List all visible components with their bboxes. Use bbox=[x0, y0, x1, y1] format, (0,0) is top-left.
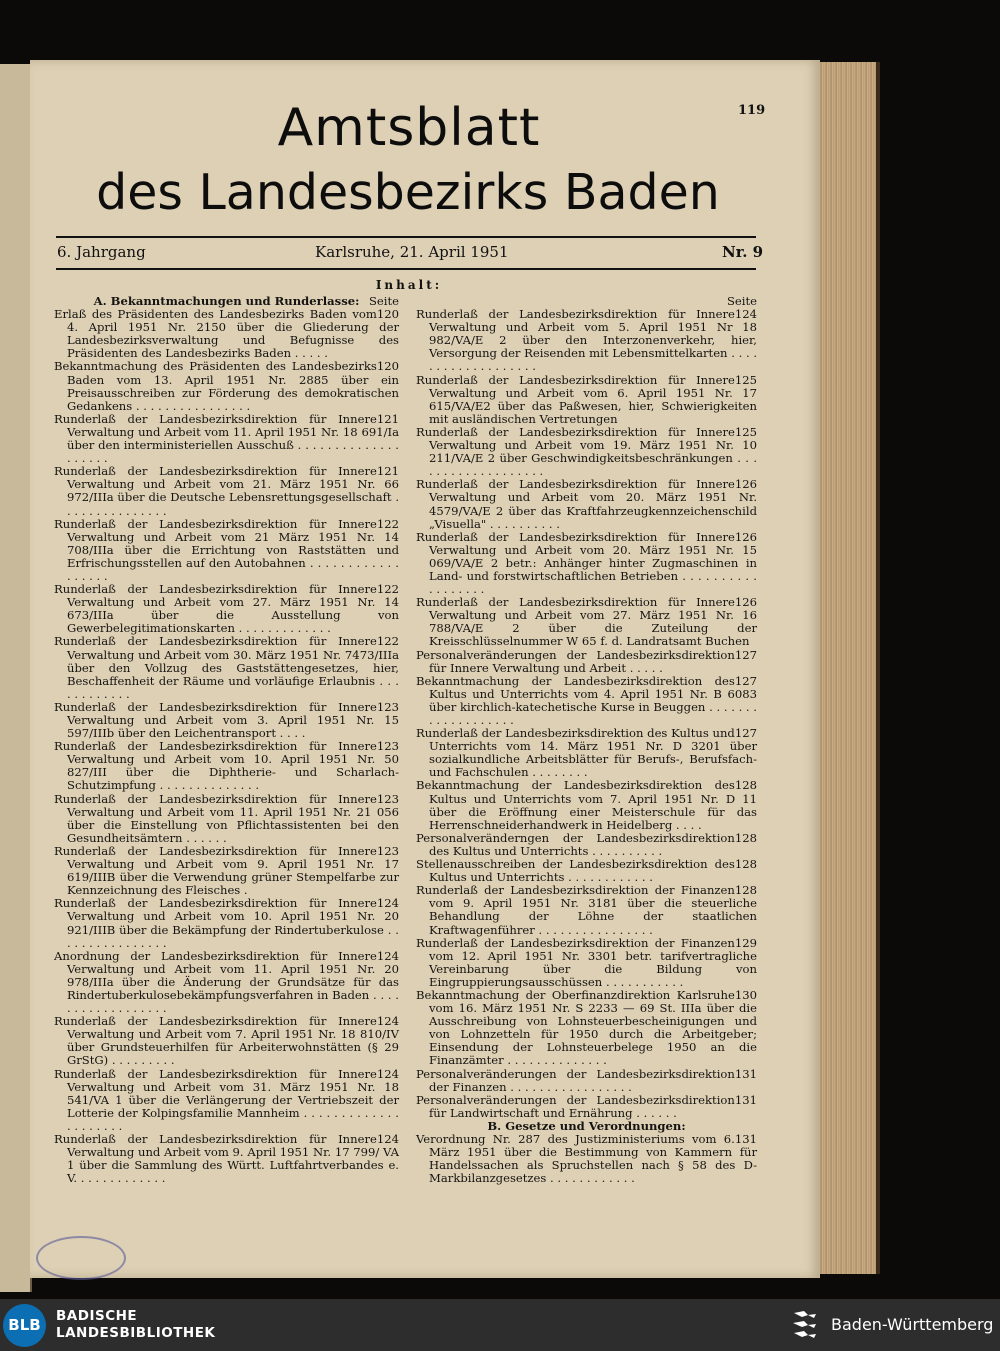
entry-page-number: 125 bbox=[734, 424, 757, 439]
entry-page-number: 127 bbox=[734, 726, 757, 741]
entry-page-number: 131 bbox=[734, 1066, 757, 1081]
entry-page-number: 128 bbox=[734, 883, 757, 898]
contents-entry bbox=[416, 426, 757, 478]
contents-entry bbox=[416, 779, 757, 831]
entry-page-number: 126 bbox=[734, 477, 757, 492]
seite-label-right: Seite bbox=[726, 294, 757, 308]
contents-entry bbox=[416, 989, 757, 1068]
entry-text: Stellenausschreiben der Landesbezirksdirektion des Kultus und Unterrichts . . . . . . . . . . . . bbox=[416, 857, 735, 885]
entry-page-number: 127 bbox=[734, 647, 757, 662]
contents-entry bbox=[416, 858, 757, 884]
state-name[interactable]: Baden-Württemberg bbox=[831, 1315, 994, 1334]
entry-page-number: 126 bbox=[734, 595, 757, 610]
entry-text: Runderlaß der Landesbezirksdirektion für Innere Verwaltung und Arbeit vom 27. März 1951 Nr. 16 788/VA/E 2 über die Zuteilung der Kreisschlüsselnummer W 65 f. d. Landratsamt Buchen bbox=[416, 595, 757, 649]
entry-text: Runderlaß der Landesbezirksdirektion für Innere Verwaltung und Arbeit vom 19. März 1951 Nr. 10 211/VA/E 2 über Geschwindigkeitsbeschränkungen . . . . . . . . . . . . . . . . . . . bbox=[416, 424, 757, 479]
contents-entry bbox=[416, 308, 757, 373]
entry-text: Runderlaß der Landesbezirksdirektion des Kultus und Unterrichts vom 14. März 1951 Nr. D 3201 über sozialkundliche Arbeitsblätter für Berufs-, Berufsfach- und Fachschulen . . . . . . . . bbox=[416, 726, 757, 780]
entry-text: Personalveränderungen der Landesbezirksdirektion für Landwirtschaft und Ernährung . . . . . . bbox=[416, 1092, 735, 1120]
entry-text: Runderlaß der Landesbezirksdirektion der Finanzen vom 9. April 1951 Nr. 3181 über die steuerliche Behandlung der Löhne der staatlichen Kraftwagenführer . . . . . . . . . . . . . . . . bbox=[416, 883, 757, 937]
page-number: 119 bbox=[738, 103, 766, 118]
entry-text: Erlaß des Präsidenten des Landesbezirks Baden vom 4. April 1951 Nr. 2150 über die Gliederung der Landesbezirksverwaltung und Befugnisse des Präsidenten des Landesbezirks Baden . . . . . bbox=[54, 307, 399, 361]
entry-text: Runderlaß der Landesbezirksdirektion für Innere Verwaltung und Arbeit vom 9. April 1951 Nr. 17 799/ VA 1 über die Sammlung des Württ. Luftfahrtverbandes e. V. . . . . . . . . . . . . bbox=[54, 1132, 399, 1186]
entry-text: Personalveränderungen der Landesbezirksdirektion der Finanzen . . . . . . . . . . . . . . . . . bbox=[416, 1066, 735, 1094]
contents-entry bbox=[54, 845, 399, 897]
contents-column-right bbox=[416, 295, 757, 1185]
entry-text: Anordnung der Landesbezirksdirektion für Innere Verwaltung und Arbeit vom 11. April 1951 Nr. 20 978/IIIa über die Änderung der Grundsätze für das Rindertuberkulosebekämpfungsverfahren in Baden . . . . . . . . . . . . . . . . . . bbox=[54, 948, 399, 1016]
entry-page-number: 131 bbox=[734, 1132, 757, 1146]
entry-page-number: 128 bbox=[734, 857, 757, 872]
contents-entry bbox=[54, 897, 399, 949]
section-a-heading bbox=[54, 295, 399, 308]
adjacent-page-edge bbox=[0, 64, 32, 1292]
entry-text: Runderlaß der Landesbezirksdirektion für Innere Verwaltung und Arbeit vom 9. April 1951 Nr. 17 619/IIIB über die Verwendung grüner Stempelfarbe zur Kennzeichnung des Fleisches . bbox=[54, 843, 399, 898]
entry-page-number: 123 bbox=[376, 843, 399, 858]
entry-page-number: 124 bbox=[376, 1014, 399, 1029]
entry-page-number: 123 bbox=[376, 739, 399, 754]
contents-entry bbox=[54, 518, 399, 583]
entry-text: Runderlaß der Landesbezirksdirektion für Innere Verwaltung und Arbeit vom 20. März 1951 Nr. 15 069/VA/E 2 betr.: Anhänger hinter Zugmaschinen in Land- und forstwirtschaftlichen Betrieben . . . . . . . . . . . . . . . . . . bbox=[416, 529, 757, 597]
entry-page-number: 126 bbox=[734, 529, 757, 544]
contents-entry bbox=[416, 832, 757, 858]
contents-entry bbox=[416, 884, 757, 936]
contents-entry bbox=[54, 1015, 399, 1067]
entry-page-number: 124 bbox=[376, 1132, 399, 1146]
contents-entry bbox=[54, 413, 399, 465]
entry-page-number: 121 bbox=[376, 411, 399, 426]
contents-entry bbox=[54, 1133, 399, 1185]
volume-label: 6. Jahrgang bbox=[57, 243, 146, 261]
section-a-title: A. Bekanntmachungen und Runderlasse: bbox=[93, 294, 360, 308]
contents-entry bbox=[416, 596, 757, 648]
entry-page-number: 124 bbox=[734, 307, 757, 322]
place-date: Karlsruhe, 21. April 1951 bbox=[315, 243, 509, 261]
entry-text: Runderlaß der Landesbezirksdirektion für Innere Verwaltung und Arbeit vom 30. März 1951 Nr. 7473/IIIa über den Vollzug des Gaststättengesetzes, hier, Beschaffenheit der Räume und vorläufige Erlaubnis . . . . . . . . . . . . bbox=[54, 634, 399, 701]
contents-entry bbox=[54, 701, 399, 740]
entry-page-number: 121 bbox=[376, 464, 399, 479]
contents-entry bbox=[54, 583, 399, 635]
entry-text: Runderlaß der Landesbezirksdirektion für Innere Verwaltung und Arbeit vom 10. April 1951 Nr. 50 827/III über die Diphtherie- und Scharlach-Schutzimpfung . . . . . . . . . . . . . . bbox=[54, 739, 399, 793]
entry-text: Runderlaß der Landesbezirksdirektion für Innere Verwaltung und Arbeit vom 27. März 1951 Nr. 14 673/IIIa über die Ausstellung von Gewerbelegitimationskarten . . . . . . . . . . . . . bbox=[54, 582, 399, 636]
contents-entry bbox=[416, 1094, 757, 1120]
contents-entry bbox=[416, 937, 757, 989]
issue-number: Nr. 9 bbox=[722, 243, 764, 261]
blb-logo-icon[interactable]: BLB bbox=[3, 1304, 46, 1347]
entry-page-number: 128 bbox=[734, 778, 757, 793]
contents-entry bbox=[416, 1068, 757, 1094]
entry-text: Runderlaß der Landesbezirksdirektion für Innere Verwaltung und Arbeit vom 3. April 1951 Nr. 15 597/IIIb über den Leichentransport . . . . bbox=[54, 699, 399, 741]
contents-entry bbox=[416, 374, 757, 426]
contents-entry bbox=[54, 1068, 399, 1133]
library-name-line1: BADISCHE bbox=[56, 1308, 138, 1324]
entry-list-section-b bbox=[416, 1133, 757, 1185]
entry-text: Bekanntmachung der Landesbezirksdirektion des Kultus und Unterrichts vom 7. April 1951 Nr. D 11 über die Eröffnung einer Meisterschule für das Herrenschneiderhandwerk in Heidelberg . . . . bbox=[416, 778, 757, 832]
entry-text: Runderlaß der Landesbezirksdirektion für Innere Verwaltung und Arbeit vom 11. April 1951 Nr. 18 691/Ia über den interministeriellen Ausschuß . . . . . . . . . . . . . . . . . . . . bbox=[54, 411, 399, 466]
section-b-heading: B. Gesetze und Verordnungen: bbox=[487, 1118, 686, 1133]
entry-text: Runderlaß der Landesbezirksdirektion für Innere Verwaltung und Arbeit vom 21 März 1951 Nr. 14 708/IIIa über die Errichtung von Raststätten und Erfrischungsstellen auf den Autobahnen . . . . . . . . . . . . . . . . . . bbox=[54, 516, 399, 583]
entry-page-number: 124 bbox=[376, 1066, 399, 1081]
entry-page-number: 130 bbox=[734, 987, 757, 1002]
entry-list-right bbox=[416, 308, 757, 1120]
entry-text: Runderlaß der Landesbezirksdirektion für Innere Verwaltung und Arbeit vom 31. März 1951 Nr. 18 541/VA 1 über die Verlängerung der Vertriebszeit der Lotterie der Kolpingsfamilie Mannheim . . . . . . . . . . . . . . . . . . . . . bbox=[54, 1066, 399, 1133]
entry-page-number: 124 bbox=[376, 896, 399, 911]
contents-entry bbox=[416, 675, 757, 727]
entry-text: Runderlaß der Landesbezirksdirektion für Innere Verwaltung und Arbeit vom 21. März 1951 Nr. 66 972/IIIa über die Deutsche Lebensrettungsgesellschaft . . . . . . . . . . . . . . . bbox=[54, 464, 399, 518]
contents-entry bbox=[416, 727, 757, 779]
entry-page-number: 129 bbox=[734, 935, 757, 950]
entry-page-number: 131 bbox=[734, 1092, 757, 1107]
entry-page-number: 124 bbox=[376, 948, 399, 963]
entry-text: Verordnung Nr. 287 des Justizministeriums vom 6. März 1951 über die Bestimmung von Kammern für Handelssachen als Spruchstellen nach § 58 des D-Markbilanzgesetzes . . . . . . . . . . . . bbox=[416, 1132, 757, 1186]
entry-text: Runderlaß der Landesbezirksdirektion für Innere Verwaltung und Arbeit vom 7. April 1951 Nr. 18 810/IV über Grundsteuerhilfen für Arbeiterwohnstätten (§ 29 GrStG) . . . . . . . . . bbox=[54, 1014, 399, 1068]
entry-text: Runderlaß der Landesbezirksdirektion für Innere Verwaltung und Arbeit vom 11. April 1951 Nr. 21 056 über die Einstellung von Pflichtassistenten bei den Gesundheitsämtern . . . . . . bbox=[54, 791, 399, 845]
contents-entry bbox=[54, 465, 399, 517]
contents-entry bbox=[54, 360, 399, 412]
masthead-title-line1: Amtsblatt bbox=[277, 98, 541, 158]
contents-entry bbox=[54, 950, 399, 1015]
entry-text: Bekanntmachung der Oberfinanzdirektion Karlsruhe vom 16. März 1951 Nr. S 2233 — 69 St. IIIa über die Ausschreibung von Lohnsteuerbescheinigungen und von Lohnzetteln für 1950 durch die Arbeitgeber; Einsendung der Lohnsteuerbelege 1950 an die Finanzämter . . . . . . . . . . . . . . bbox=[416, 987, 757, 1068]
entry-page-number: 128 bbox=[734, 830, 757, 845]
entry-text: Runderlaß der Landesbezirksdirektion der Finanzen vom 12. April 1951 Nr. 3301 betr. tarifvertragliche Vereinbarung über die Bildung von Eingruppierungsausschüssen . . . . . . . . . . . bbox=[416, 935, 757, 989]
header-rule-top bbox=[56, 236, 756, 238]
masthead-title-line2: des Landesbezirks Baden bbox=[96, 164, 720, 221]
contents-entry bbox=[54, 635, 399, 700]
entry-text: Personalveränderngen der Landesbezirksdirektion des Kultus und Unterrichts . . . . . . . . . . bbox=[416, 830, 735, 858]
entry-list-left bbox=[54, 308, 399, 1185]
state-lions-icon bbox=[790, 1307, 820, 1343]
footer-bar bbox=[0, 1299, 1000, 1351]
contents-entry bbox=[54, 793, 399, 845]
contents-entry bbox=[416, 531, 757, 596]
contents-entry bbox=[54, 740, 399, 792]
entry-page-number: 122 bbox=[376, 516, 399, 531]
entry-page-number: 120 bbox=[376, 307, 399, 322]
entry-page-number: 122 bbox=[376, 634, 399, 649]
contents-entry bbox=[416, 1133, 757, 1185]
entry-page-number: 123 bbox=[376, 699, 399, 714]
seite-label-left: Seite bbox=[368, 294, 399, 308]
contents-entry bbox=[54, 308, 399, 360]
entry-text: Runderlaß der Landesbezirksdirektion für Innere Verwaltung und Arbeit vom 6. April 1951 Nr. 17 615/VA/E2 über das Paßwesen, hier, Schwierigkeiten mit ausländischen Vertretungen bbox=[416, 372, 757, 426]
entry-page-number: 127 bbox=[734, 673, 757, 688]
entry-page-number: 123 bbox=[376, 791, 399, 806]
header-rule-bottom bbox=[56, 268, 756, 270]
book-page-edges bbox=[818, 62, 880, 1274]
library-stamp bbox=[36, 1236, 126, 1280]
entry-text: Bekanntmachung des Präsidenten des Landesbezirks Baden vom 13. April 1951 Nr. 2885 über ein Preisausschreiben zur Förderung des demokratischen Gedankens . . . . . . . . . . . . . . . . bbox=[54, 359, 399, 413]
library-name-line2: LANDESBIBLIOTHEK bbox=[56, 1325, 216, 1341]
entry-text: Runderlaß der Landesbezirksdirektion für Innere Verwaltung und Arbeit vom 20. März 1951 Nr. 4579/VA/E 2 über das Kraftfahrzeugkennzeichenschild „Visuella" . . . . . . . . . . bbox=[416, 477, 757, 531]
entry-text: Personalveränderungen der Landesbezirksdirektion für Innere Verwaltung und Arbeit . . . . . bbox=[416, 647, 735, 675]
contents-entry bbox=[416, 649, 757, 675]
entry-text: Runderlaß der Landesbezirksdirektion für Innere Verwaltung und Arbeit vom 5. April 1951 Nr 18 982/VA/E 2 über den Interzonenverkehr, hier, Versorgung der Reisenden mit Lebensmittelkarten . . . . . . . . . . . . . . . . . . . bbox=[416, 307, 758, 374]
entry-page-number: 125 bbox=[734, 372, 757, 387]
entry-text: Bekanntmachung der Landesbezirksdirektion des Kultus und Unterrichts vom 4. April 1951 Nr. B 6083 über kirchlich-katechetische Kurse in Beuggen . . . . . . . . . . . . . . . . . . . bbox=[416, 673, 757, 727]
contents-heading: Inhalt: bbox=[375, 278, 443, 292]
entry-page-number: 122 bbox=[376, 582, 399, 597]
contents-column-left bbox=[54, 295, 399, 1185]
entry-text: Runderlaß der Landesbezirksdirektion für Innere Verwaltung und Arbeit vom 10. April 1951 Nr. 20 921/IIIB über die Bekämpfung der Rindertuberkulose . . . . . . . . . . . . . . . . bbox=[54, 896, 399, 950]
contents-entry bbox=[416, 478, 757, 530]
library-name[interactable] bbox=[56, 1308, 215, 1342]
entry-page-number: 120 bbox=[376, 359, 399, 374]
